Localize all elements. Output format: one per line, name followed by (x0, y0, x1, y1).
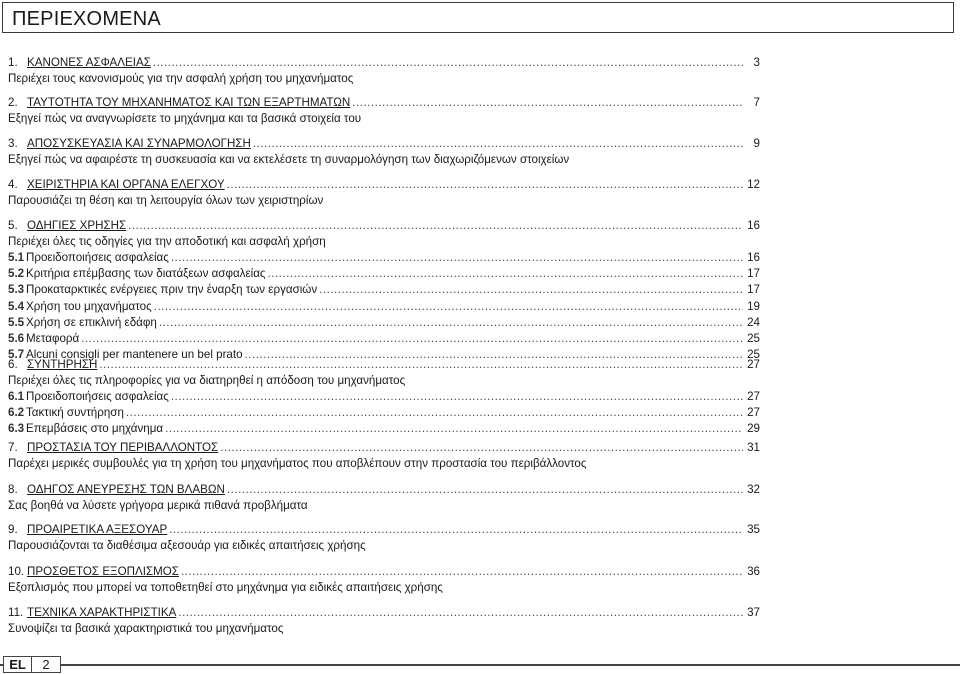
dot-leader (81, 332, 743, 346)
subsection-entry[interactable] (8, 316, 760, 330)
subsection-entry[interactable] (8, 251, 760, 265)
section-entry[interactable] (8, 96, 760, 110)
subsection-page-number: 25 (747, 347, 760, 361)
dot-leader (220, 441, 743, 455)
subsection-page-number: 19 (747, 299, 760, 313)
dot-leader (171, 390, 743, 404)
section-number: 8. (8, 483, 18, 496)
section-number: 9. (8, 523, 18, 536)
section-number: 11. (8, 606, 24, 619)
subsection-title: Προειδοποιήσεις ασφαλείας (26, 390, 169, 404)
section-description: Παρουσιάζει τη θέση και τη λειτουργία όλων των χειριστηρίων (8, 194, 324, 208)
subsection-entry[interactable] (8, 300, 760, 314)
footer-rule (0, 664, 960, 666)
section-title: ΤΕΧΝΙΚΑ ΧΑΡΑΚΤΗΡΙΣΤΙΚΑ (27, 606, 177, 619)
footer-page-label (3, 656, 61, 673)
subsection-page-number: 17 (747, 267, 760, 281)
dot-leader (169, 523, 743, 537)
subsection-number: 5.5 (8, 315, 25, 329)
section-entry[interactable] (8, 606, 760, 620)
section-entry[interactable] (8, 358, 760, 372)
subsection-number: 5.1 (8, 251, 25, 265)
section-title: ΠΡΟΑΙΡΕΤΙΚΑ ΑΞΕΣΟΥΑΡ (27, 523, 168, 536)
section-page-number: 16 (747, 219, 760, 232)
dot-leader (165, 422, 743, 436)
section-entry[interactable] (8, 137, 760, 151)
subsection-title: Κριτήρια επέμβασης των διατάξεων ασφαλείας (26, 267, 266, 281)
section-number: 2. (8, 96, 18, 109)
section-number: 7. (8, 441, 18, 454)
section-entry[interactable] (8, 219, 760, 233)
section-entry[interactable] (8, 523, 760, 537)
dot-leader (153, 56, 743, 70)
section-title: ΑΠΟΣΥΣΚΕΥΑΣΙΑ ΚΑΙ ΣΥΝΑΡΜΟΛΟΓΗΣΗ (27, 137, 251, 150)
dot-leader (227, 178, 743, 192)
section-number: 4. (8, 178, 18, 191)
subsection-number: 6.1 (8, 390, 25, 404)
subsection-title: Επεμβάσεις στο μηχάνημα (26, 422, 164, 436)
dot-leader (154, 300, 743, 314)
subsection-page-number: 27 (747, 406, 760, 420)
section-description: Περιέχει όλες τις πληροφορίες για να διατηρηθεί η απόδοση του μηχανήματος (8, 374, 406, 388)
dot-leader (268, 267, 743, 281)
subsection-page-number: 29 (747, 422, 760, 436)
dot-leader (227, 483, 743, 497)
section-number: 5. (8, 219, 18, 232)
dot-leader (159, 316, 743, 330)
subsection-page-number: 24 (747, 315, 760, 329)
section-number: 1. (8, 56, 18, 69)
footer-language-code: EL (4, 657, 32, 672)
section-page-number: 36 (747, 565, 760, 578)
subsection-title: Προκαταρκτικές ενέργειες πριν την έναρξη των εργασιών (26, 283, 318, 297)
section-number: 10. (8, 565, 25, 578)
subsection-title: Τακτική συντήρηση (26, 406, 124, 420)
subsection-number: 6.2 (8, 406, 25, 420)
subsection-page-number: 16 (747, 251, 760, 265)
section-description: Εξοπλισμός που μπορεί να τοποθετηθεί στο μηχάνημα για ειδικές απαιτήσεις χρήσης (8, 581, 443, 595)
section-title: ΠΡΟΣΘΕΤΟΣ ΕΞΟΠΛΙΣΜΟΣ (27, 565, 179, 578)
section-entry[interactable] (8, 441, 760, 455)
section-description: Περιέχει όλες τις οδηγίες για την αποδοτική και ασφαλή χρήση (8, 235, 326, 249)
section-page-number: 35 (747, 523, 760, 536)
dot-leader (352, 96, 743, 110)
subsection-entry[interactable] (8, 390, 760, 404)
section-title: ΠΡΟΣΤΑΣΙΑ ΤΟΥ ΠΕΡΙΒΑΛΛΟΝΤΟΣ (27, 441, 219, 454)
section-entry[interactable] (8, 483, 760, 497)
section-title: ΟΔΗΓΟΣ ΑΝΕΥΡΕΣΗΣ ΤΩΝ ΒΛΑΒΩΝ (27, 483, 225, 496)
dot-leader (253, 137, 743, 151)
section-entry[interactable] (8, 178, 760, 192)
section-page-number: 3 (753, 56, 760, 69)
section-page-number: 32 (747, 483, 760, 496)
dot-leader (99, 358, 743, 372)
dot-leader (181, 565, 743, 579)
subsection-title: Προειδοποιήσεις ασφαλείας (26, 251, 169, 265)
section-page-number: 7 (753, 96, 760, 109)
subsection-number: 5.3 (8, 283, 25, 297)
section-number: 3. (8, 137, 18, 150)
section-entry[interactable] (8, 565, 760, 579)
section-title: ΣΥΝΤΗΡΗΣΗ (27, 358, 98, 371)
subsection-title: Χρήση σε επικλινή εδάφη (26, 315, 157, 329)
subsection-number: 5.7 (8, 347, 25, 361)
dot-leader (319, 283, 743, 297)
dot-leader (128, 219, 743, 233)
subsection-number: 5.4 (8, 299, 25, 313)
section-description: Εξηγεί πώς να αφαιρέστε τη συσκευασία και να εκτελέσετε τη συναρμολόγηση των διαχωριζόμενων στοιχείων (8, 153, 570, 167)
section-description: Περιέχει τους κανονισμούς για την ασφαλή χρήση του μηχανήματος (8, 72, 354, 86)
subsection-entry[interactable] (8, 283, 760, 297)
section-title: ΧΕΙΡΙΣΤΗΡΙΑ ΚΑΙ ΟΡΓΑΝΑ ΕΛΕΓΧΟΥ (27, 178, 225, 191)
subsection-entry[interactable] (8, 332, 760, 346)
subsection-title: Alcuni consigli per mantenere un bel prato (26, 347, 243, 361)
subsection-number: 6.3 (8, 422, 25, 436)
dot-leader (126, 406, 743, 420)
subsection-number: 5.6 (8, 331, 25, 345)
section-description: Συνοψίζει τα βασικά χαρακτηριστικά του μηχανήματος (8, 622, 284, 636)
subsection-page-number: 27 (747, 390, 760, 404)
footer-page-number: 2 (42, 657, 50, 672)
subsection-entry[interactable] (8, 267, 760, 281)
section-description: Παρουσιάζονται τα διαθέσιμα αξεσουάρ για ειδικές απαιτήσεις χρήσης (8, 539, 366, 553)
subsection-entry[interactable] (8, 406, 760, 420)
section-description: Σας βοηθά να λύσετε γρήγορα μερικά πιθανά προβλήματα (8, 499, 308, 513)
subsection-number: 5.2 (8, 267, 25, 281)
subsection-page-number: 25 (747, 331, 760, 345)
section-title: ΤΑΥΤΟΤΗΤΑ ΤΟΥ ΜΗΧΑΝΗΜΑΤΟΣ ΚΑΙ ΤΩΝ ΕΞΑΡΤΗΜΑΤΩΝ (27, 96, 351, 109)
subsection-page-number: 17 (747, 283, 760, 297)
section-page-number: 12 (747, 178, 760, 191)
section-description: Εξηγεί πώς να αναγνωρίσετε το μηχάνημα και τα βασικά στοιχεία του (8, 112, 362, 126)
section-page-number: 31 (747, 441, 760, 454)
section-description: Παρέχει μερικές συμβουλές για τη χρήση του μηχανήματος που αποβλέπουν στην προστασία του περιβάλλοντος (8, 457, 587, 471)
section-page-number: 9 (753, 137, 760, 150)
section-page-number: 27 (747, 358, 760, 371)
section-number: 6. (8, 358, 18, 371)
title-box (2, 2, 954, 33)
dot-leader (178, 606, 743, 620)
section-title: ΟΔΗΓΙΕΣ ΧΡΗΣΗΣ (27, 219, 127, 232)
dot-leader (171, 251, 743, 265)
section-title: ΚΑΝΟΝΕΣ ΑΣΦΑΛΕΙΑΣ (27, 56, 151, 69)
subsection-title: Χρήση του μηχανήματος (26, 299, 152, 313)
section-page-number: 37 (747, 606, 760, 619)
subsection-entry[interactable] (8, 422, 760, 436)
page-title: ΠΕΡΙΕΧΟΜΕΝΑ (12, 8, 161, 30)
subsection-title: Μεταφορά (26, 331, 80, 345)
section-entry[interactable] (8, 56, 760, 70)
